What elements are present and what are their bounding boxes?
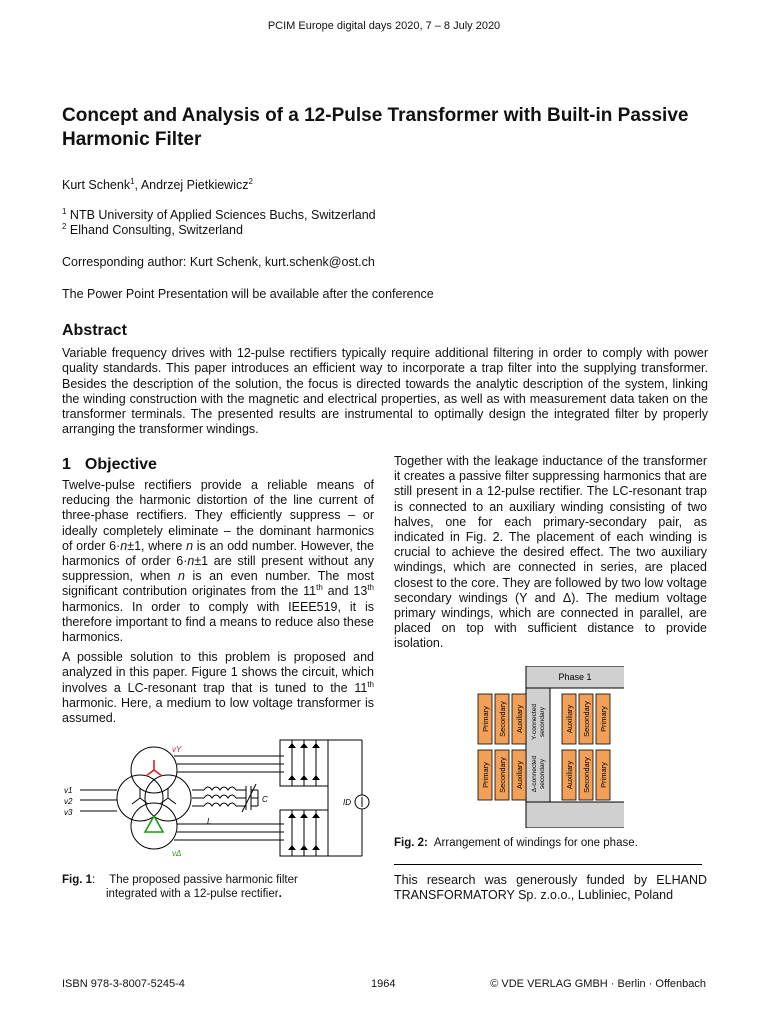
top-winding-label-4: Secondary (582, 701, 591, 737)
left-column-text (62, 478, 374, 731)
paragraph-2: A possible solution to this problem is proposed and analyzed in this paper. Figure 1 shows the circuit, which involves a LC-resonant trap that is tuned to the 11th harmonic. Here, a medium to low voltage transformer is assumed. (62, 650, 374, 726)
paper-title: Concept and Analysis of a 12-Pulse Transformer with Built-in Passive Harmonic Filter (62, 105, 689, 150)
footnote-divider (394, 864, 702, 865)
author-2: Andrzej Pietkiewicz (140, 178, 249, 192)
bottom-winding-label-3: Auxiliary (565, 760, 574, 790)
author-list: Kurt Schenk$^1$, Andrzej Pietkiewicz$^2$ (62, 176, 253, 192)
core-bottom-label-2: secondary (539, 759, 546, 789)
y-symbol (146, 760, 162, 776)
footer-page-number: 1964 (371, 978, 396, 990)
label-c: C (262, 795, 268, 804)
label-vd: vΔ (172, 849, 182, 858)
core-bottom-label-1: Δ-connected (531, 755, 538, 793)
section-heading: 1 Objective (62, 456, 157, 473)
affiliation-2: $^2$ Elhand Consulting, Switzerland (62, 221, 243, 237)
top-winding-label-0: Primary (481, 706, 490, 732)
label-v2: v2 (64, 797, 73, 806)
top-winding-label-5: Primary (599, 706, 608, 732)
paragraph-1: Twelve-pulse rectifiers provide a reliable means of reducing the harmonic distortion of the line current of three-phase rectifiers. They efficiently suppress – or ideally completely eliminate – the dominant harmonics of order 6·n±1, where n is an odd number. However, the harmonics of order 6·n±1 are still present without any suppression, when n is an even number. The most significant contribution originates from the 11th and 13th harmonics. In order to comply with IEEE519, it is therefore important to find a means to reduce also these harmonics. (62, 478, 375, 645)
label-v3: v3 (64, 808, 73, 817)
delta-secondary-winding (131, 803, 177, 849)
corresponding-author: Corresponding author: Kurt Schenk, kurt.schenk@ost.ch (62, 255, 375, 269)
bottom-winding-label-4: Secondary (582, 757, 591, 793)
affiliation-1: $^1$ NTB University of Applied Sciences Buchs, Switzerland (62, 206, 376, 222)
bottom-winding-label-2: Auxiliary (515, 760, 524, 790)
top-winding-label-1: Secondary (498, 701, 507, 737)
bottom-winding-label-1: Secondary (498, 757, 507, 793)
footer-isbn: ISBN 978-3-8007-5245-4 (62, 978, 185, 990)
top-winding-label-3: Auxiliary (565, 704, 574, 734)
fig2-winding-arrangement (470, 666, 626, 828)
fig1-caption: Fig. 1: The proposed passive harmonic filter integrated with a 12-pulse rectifier. (62, 874, 298, 900)
label-l: L (207, 817, 212, 826)
funding-note: This research was generously funded by ELHAND TRANSFORMATORY Sp. z.o.o., Lubliniec, Poland (394, 873, 707, 903)
top-winding-label-2: Auxiliary (515, 704, 524, 734)
author-1: Kurt Schenk (62, 178, 131, 192)
bottom-winding-label-0: Primary (481, 762, 490, 788)
abstract-body: Variable frequency drives with 12-pulse rectifiers typically require additional filtering in order to comply with power quality standards. This paper introduces an efficient way to incorporate a trap filter into the supplying transformer. Besides the description of the solution, the focus is directed towards the analytic description of the system, linking the winding construction with the magnetic and electrical properties, as well as with measurement data taken on the transformer terminals. The presented results are instrumental to optimally design the integrated filter by properly arranging the transformer windings. (62, 346, 708, 437)
label-v1: v1 (64, 786, 73, 795)
phase-label: Phase 1 (558, 672, 592, 682)
label-vy: vY (172, 745, 182, 754)
paragraph-3: Together with the leakage inductance of the transformer it creates a passive filter suppressing harmonics that are still present in a 12-pulse rectifier. The LC-resonant trap is connected to an auxiliary winding consisting of two halves, one for each primary-secondary pair, as indicated in Fig. 2. The placement of each winding is crucial to achieve the desired effect. The two auxiliary windings, which are connected in series, are placed closest to the core. They are followed by two low voltage secondary windings (Y and Δ). The medium voltage primary windings, which are connected in parallel, are placed on top with sufficient distance to provide isolation. (394, 454, 707, 651)
core-leg (526, 688, 550, 802)
core-top-label-1: Y-connected (531, 704, 538, 740)
bottom-winding-label-5: Primary (599, 762, 608, 788)
abstract-heading: Abstract (62, 322, 127, 339)
presentation-note: The Power Point Presentation will be available after the conference (62, 287, 434, 301)
fig1-circuit-diagram (62, 734, 378, 864)
core-top-label-2: secondary (539, 707, 546, 737)
label-id: ID (343, 798, 351, 807)
footer-publisher: © VDE VERLAG GMBH · Berlin · Offenbach (490, 978, 706, 990)
conference-header: PCIM Europe digital days 2020, 7 – 8 July 2020 (267, 20, 501, 32)
right-column-text (394, 454, 707, 657)
delta-symbol (145, 816, 163, 832)
fig2-caption: Fig. 2: Arrangement of windings for one phase. (394, 837, 638, 849)
